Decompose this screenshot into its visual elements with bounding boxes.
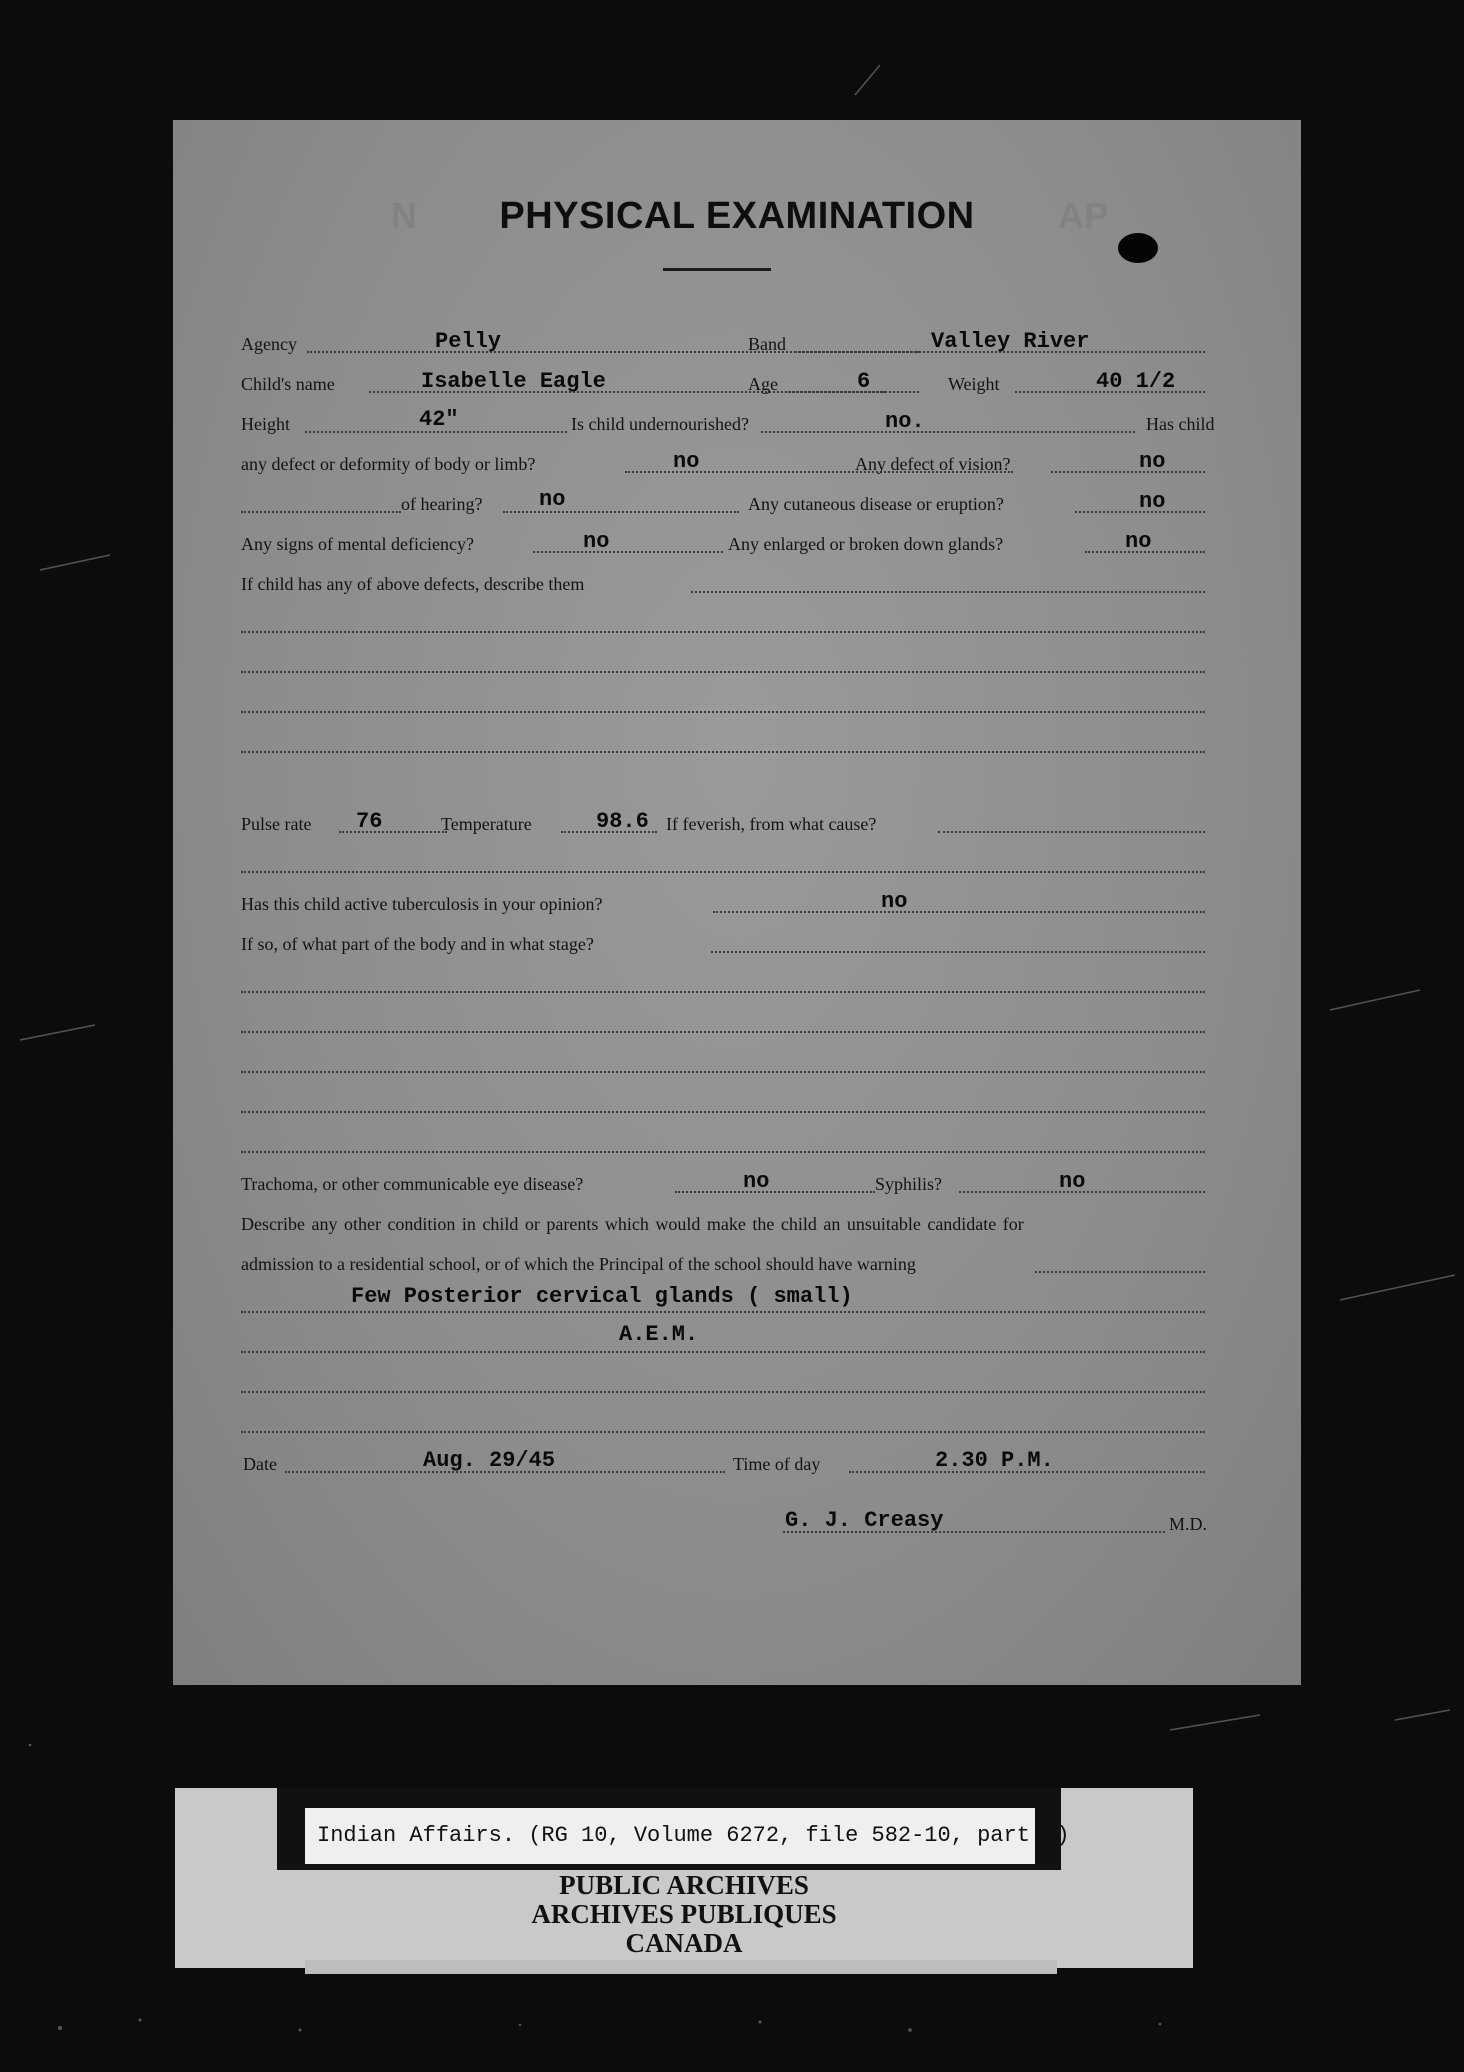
- undernourished-field-line: [761, 431, 1135, 433]
- ink-blot: [1118, 233, 1158, 263]
- label-card-strip: [305, 1960, 1057, 1974]
- weight-value: 40 1/2: [1096, 369, 1176, 394]
- blank-line: [241, 631, 1205, 633]
- cutaneous-label: Any cutaneous disease or eruption?: [748, 494, 1004, 514]
- mental-deficiency-field-line: [533, 551, 723, 553]
- time-of-day-label: Time of day: [733, 1454, 821, 1474]
- defect-body-value: no: [673, 449, 700, 474]
- form-title: PHYSICAL EXAMINATION: [499, 195, 975, 237]
- other-condition-value: Few Posterior cervical glands ( small): [351, 1284, 853, 1309]
- blank-line: [241, 1311, 1205, 1313]
- date-value: Aug. 29/45: [423, 1448, 556, 1473]
- archive-stamp-line3: CANADA: [625, 1928, 743, 1958]
- band-label: Band: [748, 334, 786, 354]
- childs-name-value: Isabelle Eagle: [421, 369, 606, 394]
- describe-other-label-line1: Describe any other condition in child or parents which would make the child an unsuitable candidate for: [241, 1214, 1024, 1234]
- defect-vision-field-line: [1051, 471, 1205, 473]
- blank-line: [241, 1431, 1205, 1433]
- band-value: Valley River: [931, 329, 1090, 354]
- syphilis-label: Syphilis?: [875, 1174, 943, 1194]
- blank-line: [241, 1391, 1205, 1393]
- blank-line: [241, 1071, 1205, 1073]
- defect-vision-value: no: [1139, 449, 1166, 474]
- tuberculosis-label: Has this child active tuberculosis in your opinion?: [241, 894, 603, 914]
- temperature-label: Temperature: [441, 814, 532, 834]
- blank-line: [241, 711, 1205, 713]
- mental-deficiency-label: Any signs of mental deficiency?: [241, 534, 474, 554]
- agency-value: Pelly: [435, 329, 502, 354]
- feverish-field-line: [938, 831, 1205, 833]
- tuberculosis-value: no: [881, 889, 908, 914]
- archive-label-card: [175, 1788, 1193, 1968]
- childs-name-label: Child's name: [241, 374, 335, 394]
- age-label: Age: [748, 374, 778, 394]
- examination-form: [173, 120, 1301, 1685]
- defect-vision-label: Any defect of vision?: [855, 454, 1011, 474]
- age-value: 6: [857, 369, 871, 394]
- hearing-value: no: [539, 487, 566, 512]
- hearing-leader-line: [241, 511, 401, 513]
- archive-stamp-line1: PUBLIC ARCHIVES: [559, 1870, 809, 1900]
- height-label: Height: [241, 414, 290, 434]
- bleed-through-text-right: AP: [1058, 195, 1109, 236]
- blank-line: [241, 1351, 1205, 1353]
- has-child-label: Has child: [1146, 414, 1215, 434]
- describe-other-field-line: [1035, 1271, 1205, 1273]
- blank-line: [241, 671, 1205, 673]
- syphilis-value: no: [1059, 1169, 1086, 1194]
- pulse-rate-value: 76: [356, 809, 383, 834]
- md-label: M.D.: [1169, 1514, 1208, 1534]
- archive-stamp-line2: ARCHIVES PUBLIQUES: [531, 1899, 837, 1929]
- physician-name: G. J. Creasy: [785, 1508, 944, 1533]
- tb-stage-field-line: [711, 951, 1205, 953]
- glands-value: no: [1125, 529, 1152, 554]
- archive-reference: Indian Affairs. (RG 10, Volume 6272, file 582-10, part 3): [305, 1808, 1035, 1864]
- initials-value: A.E.M.: [619, 1322, 699, 1347]
- defect-body-label: any defect or deformity of body or limb?: [241, 454, 536, 474]
- cutaneous-value: no: [1139, 489, 1166, 514]
- tuberculosis-field-line: [713, 911, 1205, 913]
- blank-line: [241, 871, 1205, 873]
- weight-label: Weight: [948, 374, 1000, 394]
- blank-line: [241, 1151, 1205, 1153]
- time-of-day-value: 2.30 P.M.: [935, 1448, 1054, 1473]
- hearing-label: of hearing?: [401, 494, 483, 514]
- glands-label: Any enlarged or broken down glands?: [728, 534, 1004, 554]
- mental-deficiency-value: no: [583, 529, 610, 554]
- pulse-rate-label: Pulse rate: [241, 814, 312, 834]
- trachoma-label: Trachoma, or other communicable eye disease?: [241, 1174, 584, 1194]
- blank-line: [241, 991, 1205, 993]
- describe-defects-label: If child has any of above defects, describe them: [241, 574, 585, 594]
- temperature-value: 98.6: [596, 809, 649, 834]
- trachoma-value: no: [743, 1169, 770, 1194]
- tb-stage-label: If so, of what part of the body and in what stage?: [241, 934, 594, 954]
- height-value: 42": [419, 407, 459, 432]
- blank-line: [241, 1031, 1205, 1033]
- feverish-label: If feverish, from what cause?: [666, 814, 877, 834]
- date-label: Date: [243, 1454, 277, 1474]
- undernourished-label: Is child undernourished?: [571, 414, 749, 434]
- title-underline: [663, 268, 771, 271]
- blank-line: [241, 1111, 1205, 1113]
- undernourished-value: no.: [885, 409, 925, 434]
- describe-other-label-line2: admission to a residential school, or of which the Principal of the school should have warning: [241, 1254, 916, 1274]
- agency-label: Agency: [241, 334, 297, 354]
- bleed-through-text-left: N: [391, 195, 417, 236]
- trachoma-field-line: [675, 1191, 875, 1193]
- describe-defects-field-line: [691, 591, 1205, 593]
- blank-line: [241, 751, 1205, 753]
